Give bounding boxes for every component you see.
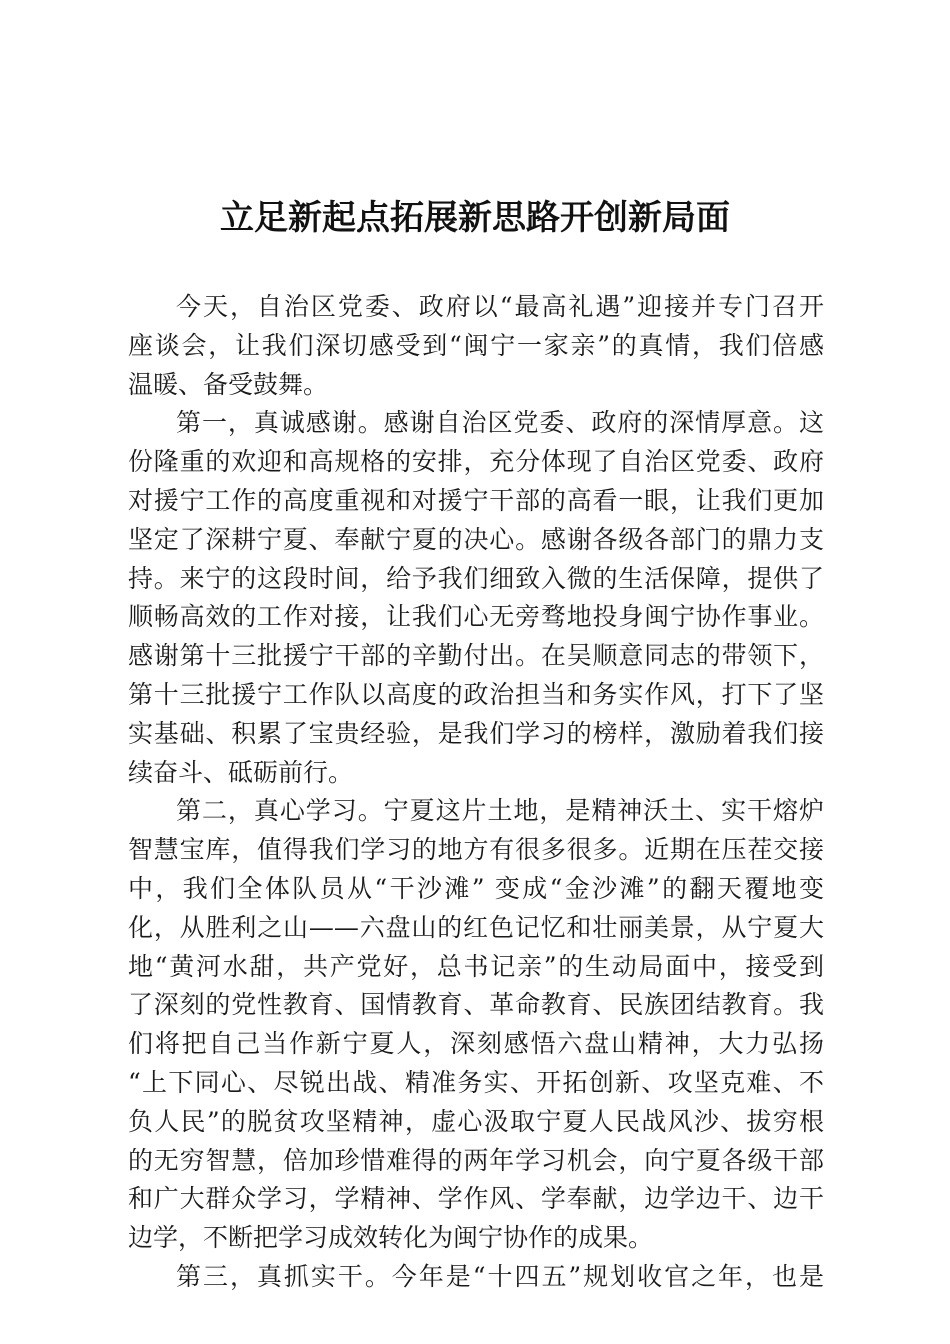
text-line: 第一，真诚感谢。感谢自治区党委、政府的深情厚意。这	[176, 408, 824, 438]
text-line: 边学，不断把学习成效转化为闽宁协作的成果。	[128, 1223, 654, 1253]
text-line: 坚定了深耕宁夏、奉献宁夏的决心。感谢各级各部门的鼎力支	[128, 524, 824, 554]
text-line: 们将把自己当作新宁夏人，深刻感悟六盘山精神，大力弘扬	[128, 1029, 824, 1059]
text-line: 座谈会，让我们深切感受到“闽宁一家亲”的真情，我们倍感	[128, 330, 824, 360]
text-line: 负人民”的脱贫攻坚精神，虚心汲取宁夏人民战风沙、拔穷根	[128, 1106, 824, 1136]
text-line: 化，从胜利之山——六盘山的红色记忆和壮丽美景，从宁夏大	[128, 912, 824, 942]
text-line: 第十三批援宁工作队以高度的政治担当和务实作风，打下了坚	[128, 679, 824, 709]
text-line: 第三，真抓实干。今年是“十四五”规划收官之年，也是	[176, 1261, 824, 1291]
text-line: 感谢第十三批援宁干部的辛勤付出。在吴顺意同志的带领下，	[128, 641, 824, 671]
text-line: 地“黄河水甜，共产党好，总书记亲”的生动局面中，接受到	[128, 951, 824, 981]
text-line: 智慧宝库，值得我们学习的地方有很多很多。近期在压茬交接	[128, 835, 824, 865]
text-line: 了深刻的党性教育、国情教育、革命教育、民族团结教育。我	[128, 990, 824, 1020]
text-line: 顺畅高效的工作对接，让我们心无旁骛地投身闽宁协作事业。	[128, 602, 824, 632]
text-line: 持。来宁的这段时间，给予我们细致入微的生活保障，提供了	[128, 563, 824, 593]
text-line: 份隆重的欢迎和高规格的安排，充分体现了自治区党委、政府	[128, 447, 824, 477]
document-body	[128, 288, 824, 1297]
text-line: 对援宁工作的高度重视和对援宁干部的高看一眼，让我们更加	[128, 485, 824, 515]
text-line: 的无穷智慧，倍加珍惜难得的两年学习机会，向宁夏各级干部	[128, 1145, 824, 1175]
document-title: 立足新起点拓展新思路开创新局面	[220, 198, 730, 238]
text-line: 续奋斗、砥砺前行。	[128, 757, 354, 787]
text-line: 温暖、备受鼓舞。	[128, 369, 329, 399]
text-line: 和广大群众学习，学精神、学作风、学奉献，边学边干、边干	[128, 1184, 824, 1214]
text-line: 实基础、积累了宝贵经验，是我们学习的榜样，激励着我们接	[128, 718, 824, 748]
text-line: 今天，自治区党委、政府以“最高礼遇”迎接并专门召开	[176, 292, 824, 321]
text-line: 第二，真心学习。宁夏这片土地，是精神沃土、实干熔炉	[176, 796, 824, 826]
text-line: 中，我们全体队员从“干沙滩” 变成“金沙滩”的翻天覆地变	[128, 873, 824, 903]
text-line: “上下同心、尽锐出战、精准务实、开拓创新、攻坚克难、不	[128, 1067, 824, 1097]
